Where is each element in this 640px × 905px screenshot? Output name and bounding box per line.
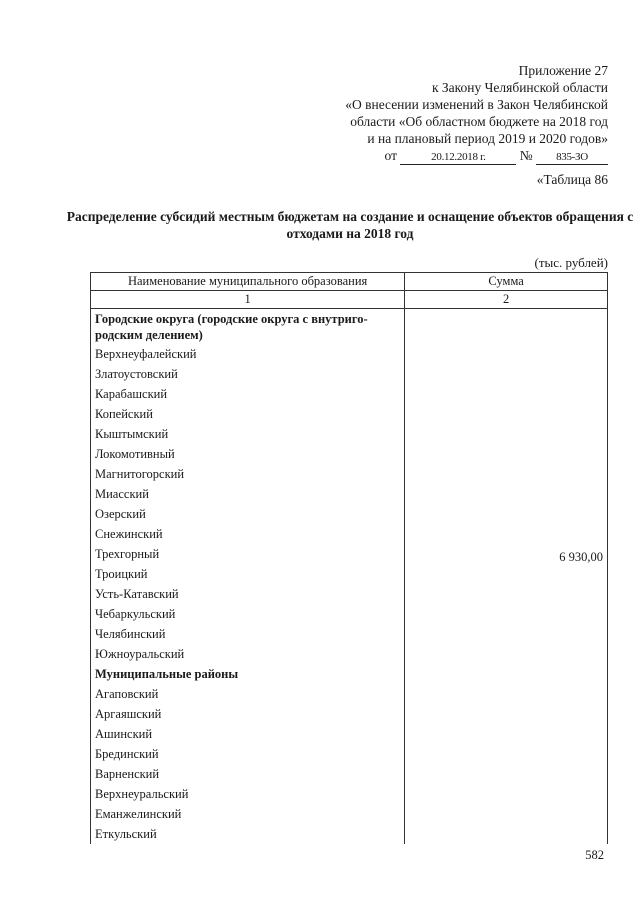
municipality-name: Южноуральский (91, 644, 405, 664)
municipality-name: Челябинский (91, 624, 405, 644)
date-prefix: от (384, 148, 397, 163)
table-reference: «Таблица 86 (536, 172, 608, 187)
page-number: 582 (585, 848, 604, 862)
municipality-name: Еткульский (91, 824, 405, 844)
municipality-name: Миасский (91, 484, 405, 504)
appendix-line: и на плановый период 2019 и 2020 годов» (367, 131, 608, 146)
law-number: 835-ЗО (536, 150, 608, 165)
section-heading: Муниципальные районы (91, 664, 405, 684)
municipality-name: Аргаяшский (91, 704, 405, 724)
municipality-name: Кыштымский (91, 424, 405, 444)
municipality-name: Озерский (91, 504, 405, 524)
column-header-sum: Сумма (405, 273, 608, 291)
subsidy-table (90, 272, 608, 844)
document-title: Распределение субсидий местным бюджетам на создание и оснащение объектов обращения с отходами на 2018 год (66, 209, 634, 241)
municipality-name: Варненский (91, 764, 405, 784)
table-row (91, 309, 608, 345)
municipality-name: Магнитогорский (91, 464, 405, 484)
number-prefix: № (519, 148, 533, 163)
municipality-name: Троицкий (91, 564, 405, 584)
municipality-name: Верхнеуральский (91, 784, 405, 804)
municipality-name: Чебаркульский (91, 604, 405, 624)
municipality-name: Снежинский (91, 524, 405, 544)
law-date-line (278, 147, 608, 165)
amount-cell: 6 930,00 (405, 309, 608, 845)
column-number: 1 (91, 291, 405, 309)
appendix-block (278, 62, 608, 165)
appendix-line: «О внесении изменений в Закон Челябинской (345, 97, 608, 112)
units-label: (тыс. рублей) (534, 255, 608, 270)
municipality-name: Еманжелинский (91, 804, 405, 824)
municipality-name: Верхнеуфалейский (91, 344, 405, 364)
municipality-name: Локомотивный (91, 444, 405, 464)
municipality-name: Карабашский (91, 384, 405, 404)
municipality-name: Агаповский (91, 684, 405, 704)
appendix-line: Приложение 27 (518, 63, 608, 78)
appendix-line: области «Об областном бюджете на 2018 год (350, 114, 608, 129)
law-date: 20.12.2018 г. (400, 150, 516, 165)
municipality-name: Брединский (91, 744, 405, 764)
column-number: 2 (405, 291, 608, 309)
section-heading: Городские округа (городские округа с внутриго-родским делением) (91, 309, 405, 345)
municipality-name: Копейский (91, 404, 405, 424)
table-column-number-row (91, 291, 608, 309)
municipality-name: Златоустовский (91, 364, 405, 384)
municipality-name: Усть-Катавский (91, 584, 405, 604)
table-header-row (91, 273, 608, 291)
municipality-name: Трехгорный (91, 544, 405, 564)
column-header-name: Наименование муниципального образования (91, 273, 405, 291)
municipality-name: Ашинский (91, 724, 405, 744)
appendix-line: к Закону Челябинской области (431, 80, 608, 95)
